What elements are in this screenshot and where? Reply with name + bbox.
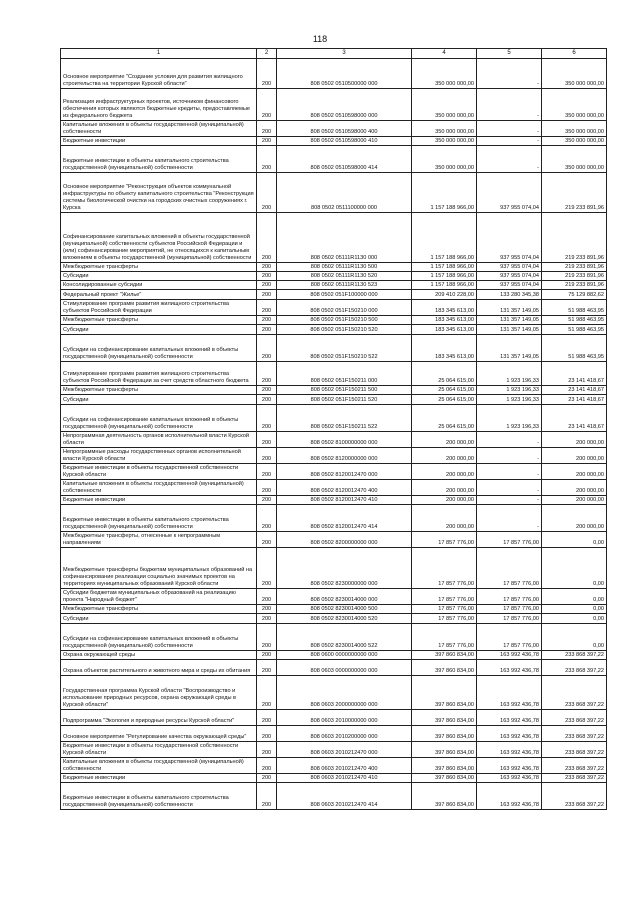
row-remaining-cell: 0,00 bbox=[542, 624, 607, 651]
row-remaining-cell: 350 000 000,00 bbox=[542, 146, 607, 173]
row-grbs-cell: 200 bbox=[257, 213, 277, 263]
row-approved-cell: 200 000,00 bbox=[412, 432, 477, 448]
table-row bbox=[61, 589, 607, 605]
row-approved-cell: 350 000 000,00 bbox=[412, 146, 477, 173]
row-grbs-cell: 200 bbox=[257, 316, 277, 325]
row-approved-cell: 183 345 613,00 bbox=[412, 335, 477, 362]
row-code-cell: 808 0502 8230014000 500 bbox=[277, 605, 412, 614]
row-code-cell: 808 0502 8230000000 000 bbox=[277, 548, 412, 589]
row-grbs-cell: 200 bbox=[257, 395, 277, 405]
row-remaining-cell: 23 141 418,67 bbox=[542, 395, 607, 405]
row-approved-cell: 183 345 613,00 bbox=[412, 325, 477, 335]
row-executed-cell: 1 923 196,33 bbox=[477, 362, 542, 386]
row-approved-cell: 25 064 615,00 bbox=[412, 386, 477, 395]
row-code-cell: 808 0502 0510598000 000 bbox=[277, 89, 412, 121]
row-name-cell: Софинансирование капитальных вложений в объекты государственной (муниципальной) собственности субъектов Российской Федерации и (или) софинансирование мероприятий, не относящихся к капитальным вложениям в объекты государственной (муниципальной) собственности bbox=[61, 213, 257, 263]
row-grbs-cell: 200 bbox=[257, 480, 277, 496]
row-approved-cell: 25 064 615,00 bbox=[412, 405, 477, 432]
row-executed-cell: 1 923 196,33 bbox=[477, 395, 542, 405]
row-remaining-cell: 51 988 463,95 bbox=[542, 316, 607, 325]
row-code-cell: 808 0603 2000000000 000 bbox=[277, 676, 412, 710]
row-name-cell: Бюджетные инвестиции bbox=[61, 496, 257, 505]
row-approved-cell: 350 000 000,00 bbox=[412, 59, 477, 89]
row-name-cell: Бюджетные инвестиции bbox=[61, 774, 257, 783]
row-executed-cell: 131 357 149,05 bbox=[477, 300, 542, 316]
row-executed-cell: 131 357 149,05 bbox=[477, 316, 542, 325]
row-executed-cell: 163 992 436,78 bbox=[477, 660, 542, 676]
row-code-cell: 808 0502 05111R1130 523 bbox=[277, 281, 412, 290]
row-approved-cell: 397 860 834,00 bbox=[412, 726, 477, 742]
row-approved-cell: 17 857 776,00 bbox=[412, 624, 477, 651]
row-code-cell: 808 0502 051F150210 520 bbox=[277, 325, 412, 335]
row-code-cell: 808 0600 0000000000 000 bbox=[277, 651, 412, 660]
row-remaining-cell: 200 000,00 bbox=[542, 448, 607, 464]
row-approved-cell: 397 860 834,00 bbox=[412, 676, 477, 710]
row-code-cell: 808 0502 8120012470 410 bbox=[277, 496, 412, 505]
row-name-cell: Субсидии bbox=[61, 272, 257, 281]
row-grbs-cell: 200 bbox=[257, 589, 277, 605]
row-grbs-cell: 200 bbox=[257, 405, 277, 432]
row-code-cell: 808 0603 2010212470 400 bbox=[277, 758, 412, 774]
table-row bbox=[61, 89, 607, 121]
table-row bbox=[61, 660, 607, 676]
row-code-cell: 808 0502 051F150211 000 bbox=[277, 362, 412, 386]
row-name-cell: Субсидии на софинансирование капитальных вложений в объекты государственной (муниципальной) собственности bbox=[61, 624, 257, 651]
row-grbs-cell: 200 bbox=[257, 742, 277, 758]
row-name-cell: Основное мероприятие "Регулирование качества окружающей среды" bbox=[61, 726, 257, 742]
row-code-cell: 808 0502 0510598000 414 bbox=[277, 146, 412, 173]
row-executed-cell: 937 955 074,04 bbox=[477, 272, 542, 281]
row-code-cell: 808 0502 0510598000 400 bbox=[277, 121, 412, 137]
row-grbs-cell: 200 bbox=[257, 624, 277, 651]
row-approved-cell: 397 860 834,00 bbox=[412, 742, 477, 758]
row-executed-cell: 163 992 436,78 bbox=[477, 651, 542, 660]
row-approved-cell: 25 064 615,00 bbox=[412, 362, 477, 386]
row-grbs-cell: 200 bbox=[257, 676, 277, 710]
row-approved-cell: 1 157 188 966,00 bbox=[412, 213, 477, 263]
row-name-cell: Межбюджетные трансферты bbox=[61, 386, 257, 395]
table-row bbox=[61, 726, 607, 742]
row-name-cell: Федеральный проект "Жилье" bbox=[61, 290, 257, 300]
row-remaining-cell: 219 233 891,96 bbox=[542, 213, 607, 263]
row-remaining-cell: 350 000 000,00 bbox=[542, 121, 607, 137]
table-row bbox=[61, 386, 607, 395]
row-remaining-cell: 219 233 891,96 bbox=[542, 263, 607, 272]
row-code-cell: 808 0502 8100000000 000 bbox=[277, 432, 412, 448]
row-remaining-cell: 200 000,00 bbox=[542, 480, 607, 496]
table-row bbox=[61, 532, 607, 548]
row-approved-cell: 183 345 613,00 bbox=[412, 316, 477, 325]
row-approved-cell: 1 157 188 966,00 bbox=[412, 263, 477, 272]
row-grbs-cell: 200 bbox=[257, 146, 277, 173]
row-code-cell: 808 0502 051F100000 000 bbox=[277, 290, 412, 300]
column-header-6: 6 bbox=[542, 49, 607, 59]
row-code-cell: 808 0502 8230014000 520 bbox=[277, 614, 412, 624]
row-name-cell: Субсидии на софинансирование капитальных вложений в объекты государственной (муниципальной) собственности bbox=[61, 405, 257, 432]
row-executed-cell: 163 992 436,78 bbox=[477, 758, 542, 774]
row-approved-cell: 200 000,00 bbox=[412, 505, 477, 532]
row-code-cell: 808 0502 051F150211 500 bbox=[277, 386, 412, 395]
row-name-cell: Субсидии bbox=[61, 614, 257, 624]
row-code-cell: 808 0502 05111R1130 000 bbox=[277, 213, 412, 263]
row-executed-cell: 17 857 776,00 bbox=[477, 605, 542, 614]
table-row bbox=[61, 742, 607, 758]
row-executed-cell: 17 857 776,00 bbox=[477, 532, 542, 548]
row-remaining-cell: 219 233 891,96 bbox=[542, 272, 607, 281]
row-name-cell: Стимулирование программ развития жилищного строительства субъектов Российской Федерации bbox=[61, 300, 257, 316]
row-code-cell: 808 0502 0510598000 410 bbox=[277, 137, 412, 146]
row-approved-cell: 1 157 188 966,00 bbox=[412, 173, 477, 213]
row-approved-cell: 350 000 000,00 bbox=[412, 121, 477, 137]
row-name-cell: Основное мероприятие "Реконструкция объектов коммунальной инфраструктуры по объекту капитального строительства "Реконструкция системы биологической очистки на городских очистных сооружениях г. Курска bbox=[61, 173, 257, 213]
row-grbs-cell: 200 bbox=[257, 300, 277, 316]
row-grbs-cell: 200 bbox=[257, 89, 277, 121]
row-approved-cell: 200 000,00 bbox=[412, 464, 477, 480]
row-name-cell: Бюджетные инвестиции в объекты капитального строительства государственной (муниципальной) собственности bbox=[61, 505, 257, 532]
row-remaining-cell: 233 868 397,22 bbox=[542, 774, 607, 783]
row-executed-cell: - bbox=[477, 464, 542, 480]
row-remaining-cell: 233 868 397,22 bbox=[542, 742, 607, 758]
row-remaining-cell: 23 141 418,67 bbox=[542, 386, 607, 395]
table-row bbox=[61, 335, 607, 362]
row-code-cell: 808 0502 8230014000 000 bbox=[277, 589, 412, 605]
row-name-cell: Непрограммная деятельность органов исполнительной власти Курской области bbox=[61, 432, 257, 448]
table-row bbox=[61, 783, 607, 810]
row-executed-cell: - bbox=[477, 496, 542, 505]
row-remaining-cell: 51 988 463,95 bbox=[542, 300, 607, 316]
row-code-cell: 808 0603 2010000000 000 bbox=[277, 710, 412, 726]
row-code-cell: 808 0603 2010212470 410 bbox=[277, 774, 412, 783]
row-code-cell: 808 0502 0511100000 000 bbox=[277, 173, 412, 213]
row-executed-cell: - bbox=[477, 448, 542, 464]
row-remaining-cell: 219 233 891,96 bbox=[542, 173, 607, 213]
row-executed-cell: 163 992 436,78 bbox=[477, 783, 542, 810]
row-approved-cell: 17 857 776,00 bbox=[412, 548, 477, 589]
table-row bbox=[61, 146, 607, 173]
row-remaining-cell: 200 000,00 bbox=[542, 496, 607, 505]
row-name-cell: Основное мероприятие "Создание условия для развития жилищного строительства на территории Курской области" bbox=[61, 59, 257, 89]
row-remaining-cell: 233 868 397,22 bbox=[542, 710, 607, 726]
row-grbs-cell: 200 bbox=[257, 710, 277, 726]
row-executed-cell: 937 955 074,04 bbox=[477, 213, 542, 263]
row-executed-cell: - bbox=[477, 146, 542, 173]
row-grbs-cell: 200 bbox=[257, 362, 277, 386]
row-grbs-cell: 200 bbox=[257, 137, 277, 146]
row-remaining-cell: 233 868 397,22 bbox=[542, 660, 607, 676]
row-name-cell: Межбюджетные трансферты bbox=[61, 263, 257, 272]
table-row bbox=[61, 480, 607, 496]
row-code-cell: 808 0502 051F150210 522 bbox=[277, 335, 412, 362]
row-grbs-cell: 200 bbox=[257, 496, 277, 505]
row-name-cell: Бюджетные инвестиции в объекты государственной собственности Курской области bbox=[61, 464, 257, 480]
column-header-5: 5 bbox=[477, 49, 542, 59]
table-row bbox=[61, 448, 607, 464]
table-row bbox=[61, 710, 607, 726]
column-header-1: 1 bbox=[61, 49, 257, 59]
row-executed-cell: 163 992 436,78 bbox=[477, 710, 542, 726]
row-code-cell: 808 0502 8120012470 414 bbox=[277, 505, 412, 532]
table-row bbox=[61, 325, 607, 335]
table-row bbox=[61, 395, 607, 405]
page-number: 118 bbox=[312, 34, 328, 44]
table-row bbox=[61, 651, 607, 660]
row-name-cell: Подпрограмма "Экология и природные ресурсы Курской области" bbox=[61, 710, 257, 726]
row-approved-cell: 183 345 613,00 bbox=[412, 300, 477, 316]
row-name-cell: Капитальные вложения в объекты государственной (муниципальной) собственности bbox=[61, 758, 257, 774]
row-approved-cell: 397 860 834,00 bbox=[412, 651, 477, 660]
row-executed-cell: 937 955 074,04 bbox=[477, 263, 542, 272]
row-remaining-cell: 23 141 418,67 bbox=[542, 362, 607, 386]
row-grbs-cell: 200 bbox=[257, 448, 277, 464]
row-approved-cell: 200 000,00 bbox=[412, 448, 477, 464]
row-executed-cell: - bbox=[477, 59, 542, 89]
row-grbs-cell: 200 bbox=[257, 758, 277, 774]
row-name-cell: Бюджетные инвестиции в объекты капитального строительства государственной (муниципальной) собственности bbox=[61, 783, 257, 810]
row-code-cell: 808 0502 0510500000 000 bbox=[277, 59, 412, 89]
row-grbs-cell: 200 bbox=[257, 272, 277, 281]
row-remaining-cell: 51 988 463,95 bbox=[542, 325, 607, 335]
row-approved-cell: 397 860 834,00 bbox=[412, 710, 477, 726]
row-grbs-cell: 200 bbox=[257, 386, 277, 395]
table-row bbox=[61, 263, 607, 272]
row-remaining-cell: 350 000 000,00 bbox=[542, 89, 607, 121]
table-row bbox=[61, 405, 607, 432]
row-executed-cell: 1 923 196,33 bbox=[477, 405, 542, 432]
row-grbs-cell: 200 bbox=[257, 432, 277, 448]
table-row bbox=[61, 300, 607, 316]
row-name-cell: Консолидированные субсидии bbox=[61, 281, 257, 290]
row-name-cell: Межбюджетные трансферты bbox=[61, 605, 257, 614]
row-name-cell: Субсидии на софинансирование капитальных вложений в объекты государственной (муниципальной) собственности bbox=[61, 335, 257, 362]
row-executed-cell: - bbox=[477, 505, 542, 532]
table-row bbox=[61, 624, 607, 651]
row-grbs-cell: 200 bbox=[257, 335, 277, 362]
row-executed-cell: - bbox=[477, 89, 542, 121]
row-approved-cell: 17 857 776,00 bbox=[412, 589, 477, 605]
row-grbs-cell: 200 bbox=[257, 464, 277, 480]
table-row bbox=[61, 362, 607, 386]
row-code-cell: 808 0502 05111R1130 520 bbox=[277, 272, 412, 281]
row-code-cell: 808 0502 051F150210 500 bbox=[277, 316, 412, 325]
row-remaining-cell: 51 988 463,95 bbox=[542, 335, 607, 362]
table-row bbox=[61, 173, 607, 213]
row-remaining-cell: 0,00 bbox=[542, 548, 607, 589]
row-executed-cell: 163 992 436,78 bbox=[477, 676, 542, 710]
row-approved-cell: 397 860 834,00 bbox=[412, 758, 477, 774]
row-name-cell: Межбюджетные трансферты bbox=[61, 316, 257, 325]
row-approved-cell: 350 000 000,00 bbox=[412, 137, 477, 146]
row-executed-cell: - bbox=[477, 432, 542, 448]
row-name-cell: Субсидии бюджетам муниципальных образований на реализацию проекта "Народный бюджет" bbox=[61, 589, 257, 605]
row-grbs-cell: 200 bbox=[257, 263, 277, 272]
row-executed-cell: 17 857 776,00 bbox=[477, 589, 542, 605]
column-header-2: 2 bbox=[257, 49, 277, 59]
row-grbs-cell: 200 bbox=[257, 783, 277, 810]
row-name-cell: Межбюджетные трансферты бюджетам муниципальных образований на софинансирование реализации социально значимых проектов на территориях муниципальных образований Курской области bbox=[61, 548, 257, 589]
row-executed-cell: 131 357 149,05 bbox=[477, 325, 542, 335]
row-code-cell: 808 0502 8120012470 000 bbox=[277, 464, 412, 480]
row-remaining-cell: 233 868 397,22 bbox=[542, 726, 607, 742]
row-code-cell: 808 0502 8200000000 000 bbox=[277, 532, 412, 548]
row-executed-cell: - bbox=[477, 137, 542, 146]
row-remaining-cell: 350 000 000,00 bbox=[542, 59, 607, 89]
row-name-cell: Охрана объектов растительного и животного мира и среды их обитания bbox=[61, 660, 257, 676]
row-remaining-cell: 200 000,00 bbox=[542, 432, 607, 448]
row-grbs-cell: 200 bbox=[257, 325, 277, 335]
table-row bbox=[61, 281, 607, 290]
table-row bbox=[61, 676, 607, 710]
row-executed-cell: 17 857 776,00 bbox=[477, 624, 542, 651]
row-name-cell: Бюджетные инвестиции bbox=[61, 137, 257, 146]
row-name-cell: Межбюджетные трансферты, отнесенные к непрограммным направлениям bbox=[61, 532, 257, 548]
row-name-cell: Бюджетные инвестиции в объекты государственной собственности Курской области bbox=[61, 742, 257, 758]
row-code-cell: 808 0502 8120012470 400 bbox=[277, 480, 412, 496]
row-remaining-cell: 0,00 bbox=[542, 532, 607, 548]
row-grbs-cell: 200 bbox=[257, 505, 277, 532]
row-remaining-cell: 200 000,00 bbox=[542, 505, 607, 532]
row-name-cell: Реализация инфраструктурных проектов, источником финансового обеспечения которых являются бюджетные кредиты, предоставляемые из федерального бюджета bbox=[61, 89, 257, 121]
row-name-cell: Капитальные вложения в объекты государственной (муниципальной) собственности bbox=[61, 121, 257, 137]
row-grbs-cell: 200 bbox=[257, 651, 277, 660]
row-remaining-cell: 23 141 418,67 bbox=[542, 405, 607, 432]
row-approved-cell: 209 410 228,00 bbox=[412, 290, 477, 300]
row-code-cell: 808 0502 051F150210 000 bbox=[277, 300, 412, 316]
row-code-cell: 808 0502 8230014000 522 bbox=[277, 624, 412, 651]
row-executed-cell: 1 923 196,33 bbox=[477, 386, 542, 395]
row-name-cell: Непрограммные расходы государственных органов исполнительной власти Курской области bbox=[61, 448, 257, 464]
row-name-cell: Стимулирование программ развития жилищного строительства субъектов Российской Федерации за счет средств областного бюджета bbox=[61, 362, 257, 386]
row-executed-cell: 17 857 776,00 bbox=[477, 548, 542, 589]
row-approved-cell: 397 860 834,00 bbox=[412, 783, 477, 810]
row-code-cell: 808 0603 2010212470 000 bbox=[277, 742, 412, 758]
table-row bbox=[61, 290, 607, 300]
row-approved-cell: 397 860 834,00 bbox=[412, 774, 477, 783]
row-executed-cell: 131 357 149,05 bbox=[477, 335, 542, 362]
row-grbs-cell: 200 bbox=[257, 59, 277, 89]
row-grbs-cell: 200 bbox=[257, 173, 277, 213]
row-grbs-cell: 200 bbox=[257, 774, 277, 783]
row-grbs-cell: 200 bbox=[257, 290, 277, 300]
row-approved-cell: 200 000,00 bbox=[412, 496, 477, 505]
table-row bbox=[61, 316, 607, 325]
row-remaining-cell: 233 868 397,22 bbox=[542, 651, 607, 660]
row-executed-cell: 17 857 776,00 bbox=[477, 614, 542, 624]
row-name-cell: Бюджетные инвестиции в объекты капитального строительства государственной (муниципальной) собственности bbox=[61, 146, 257, 173]
row-grbs-cell: 200 bbox=[257, 548, 277, 589]
row-remaining-cell: 350 000 000,00 bbox=[542, 137, 607, 146]
row-code-cell: 808 0603 0000000000 000 bbox=[277, 660, 412, 676]
row-approved-cell: 350 000 000,00 bbox=[412, 89, 477, 121]
row-remaining-cell: 219 233 891,96 bbox=[542, 281, 607, 290]
row-grbs-cell: 200 bbox=[257, 532, 277, 548]
table-row bbox=[61, 548, 607, 589]
row-remaining-cell: 233 868 397,22 bbox=[542, 758, 607, 774]
row-name-cell: Субсидии bbox=[61, 325, 257, 335]
row-grbs-cell: 200 bbox=[257, 614, 277, 624]
table-row bbox=[61, 137, 607, 146]
table-row bbox=[61, 758, 607, 774]
table-row bbox=[61, 272, 607, 281]
row-code-cell: 808 0502 05111R1130 500 bbox=[277, 263, 412, 272]
row-remaining-cell: 0,00 bbox=[542, 589, 607, 605]
table-row bbox=[61, 121, 607, 137]
row-executed-cell: - bbox=[477, 480, 542, 496]
row-approved-cell: 1 157 188 966,00 bbox=[412, 281, 477, 290]
row-approved-cell: 397 860 834,00 bbox=[412, 660, 477, 676]
row-name-cell: Охрана окружающей среды bbox=[61, 651, 257, 660]
column-header-3: 3 bbox=[277, 49, 412, 59]
row-grbs-cell: 200 bbox=[257, 726, 277, 742]
row-executed-cell: 163 992 436,78 bbox=[477, 742, 542, 758]
row-approved-cell: 17 857 776,00 bbox=[412, 614, 477, 624]
table-row bbox=[61, 605, 607, 614]
row-grbs-cell: 200 bbox=[257, 605, 277, 614]
row-executed-cell: 163 992 436,78 bbox=[477, 726, 542, 742]
table-row bbox=[61, 774, 607, 783]
row-remaining-cell: 0,00 bbox=[542, 614, 607, 624]
row-executed-cell: - bbox=[477, 121, 542, 137]
header-row bbox=[61, 49, 607, 59]
row-code-cell: 808 0502 8120000000 000 bbox=[277, 448, 412, 464]
table-row bbox=[61, 213, 607, 263]
row-name-cell: Субсидии bbox=[61, 395, 257, 405]
row-approved-cell: 1 157 188 966,00 bbox=[412, 272, 477, 281]
row-code-cell: 808 0502 051F150211 520 bbox=[277, 395, 412, 405]
row-executed-cell: 937 955 074,04 bbox=[477, 173, 542, 213]
row-executed-cell: 163 992 436,78 bbox=[477, 774, 542, 783]
row-code-cell: 808 0603 2010212470 414 bbox=[277, 783, 412, 810]
column-header-4: 4 bbox=[412, 49, 477, 59]
row-approved-cell: 17 857 776,00 bbox=[412, 605, 477, 614]
row-grbs-cell: 200 bbox=[257, 660, 277, 676]
table-row bbox=[61, 496, 607, 505]
row-name-cell: Государственная программа Курской области "Воспроизводство и использование природных ресурсов, охрана окружающей среды в Курской области" bbox=[61, 676, 257, 710]
row-code-cell: 808 0502 051F150211 522 bbox=[277, 405, 412, 432]
row-approved-cell: 25 064 615,00 bbox=[412, 395, 477, 405]
row-remaining-cell: 233 868 397,22 bbox=[542, 783, 607, 810]
row-approved-cell: 17 857 776,00 bbox=[412, 532, 477, 548]
table-row bbox=[61, 464, 607, 480]
row-grbs-cell: 200 bbox=[257, 281, 277, 290]
budget-table bbox=[60, 48, 607, 810]
row-remaining-cell: 233 868 397,22 bbox=[542, 676, 607, 710]
row-executed-cell: 937 955 074,04 bbox=[477, 281, 542, 290]
row-remaining-cell: 200 000,00 bbox=[542, 464, 607, 480]
row-name-cell: Капитальные вложения в объекты государственной (муниципальной) собственности bbox=[61, 480, 257, 496]
table-row bbox=[61, 505, 607, 532]
row-grbs-cell: 200 bbox=[257, 121, 277, 137]
row-remaining-cell: 0,00 bbox=[542, 605, 607, 614]
table-row bbox=[61, 59, 607, 89]
row-approved-cell: 200 000,00 bbox=[412, 480, 477, 496]
table-row bbox=[61, 432, 607, 448]
row-remaining-cell: 75 129 882,62 bbox=[542, 290, 607, 300]
row-code-cell: 808 0603 2010200000 000 bbox=[277, 726, 412, 742]
row-executed-cell: 133 280 345,38 bbox=[477, 290, 542, 300]
table-row bbox=[61, 614, 607, 624]
